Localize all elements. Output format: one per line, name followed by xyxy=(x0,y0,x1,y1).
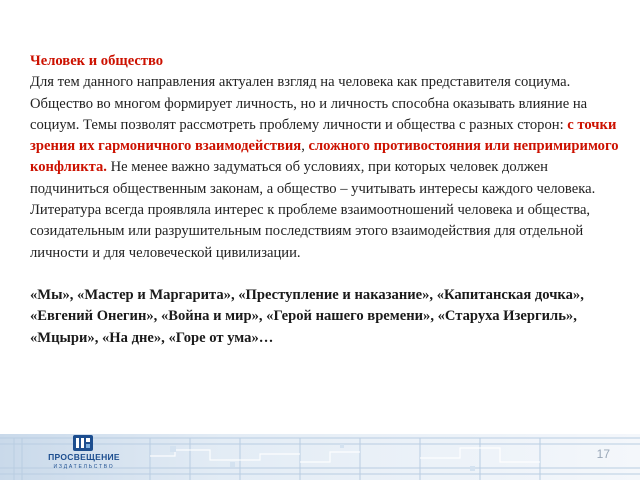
slide-paragraph xyxy=(30,72,620,264)
slide-content xyxy=(30,51,620,349)
publisher-emblem-icon xyxy=(72,434,94,452)
publisher-subtitle: ИЗДАТЕЛЬСТВО xyxy=(53,464,115,470)
page-number: 17 xyxy=(596,447,610,461)
works-list: «Мы», «Мастер и Маргарита», «Преступление и наказание», «Капитанская дочка», «Евгений Онегин», «Война и мир», «Герой нашего времени», «Старуха Изергиль», «Мцыри», «На дне», «Горе от ума»… xyxy=(30,286,584,346)
highlight-harmony: с точки зрения их гармоничного взаимодействия xyxy=(30,116,617,155)
highlight-conflict: сложного противостояния или непримиримого конфликта. xyxy=(30,138,619,176)
highlight-separator: , xyxy=(301,138,309,155)
publisher-name: ПРОСВЕЩЕНИЕ xyxy=(48,452,120,462)
paragraph-intro: Для тем данного направления актуален взгляд на человека как представителя социума. Общество во многом формирует личность, но и личность способна оказывать влияние на социум. Темы позволят рассмотреть проблему личности и общества с разных сторон: xyxy=(30,74,588,133)
publisher-logo xyxy=(34,434,134,478)
paragraph-rest: Не менее важно задуматься об условиях, при которых человек должен подчиниться общественным законам, а общество – учитывать интересы каждого человека. Литература всегда проявляла интерес к проблеме взаимоотношений человека и общества, созидательным или разрушительным последствиям этого взаимодействия для отдельной личности и для человеческой цивилизации. xyxy=(30,159,596,261)
slide-title: Человек и общество xyxy=(30,53,164,69)
